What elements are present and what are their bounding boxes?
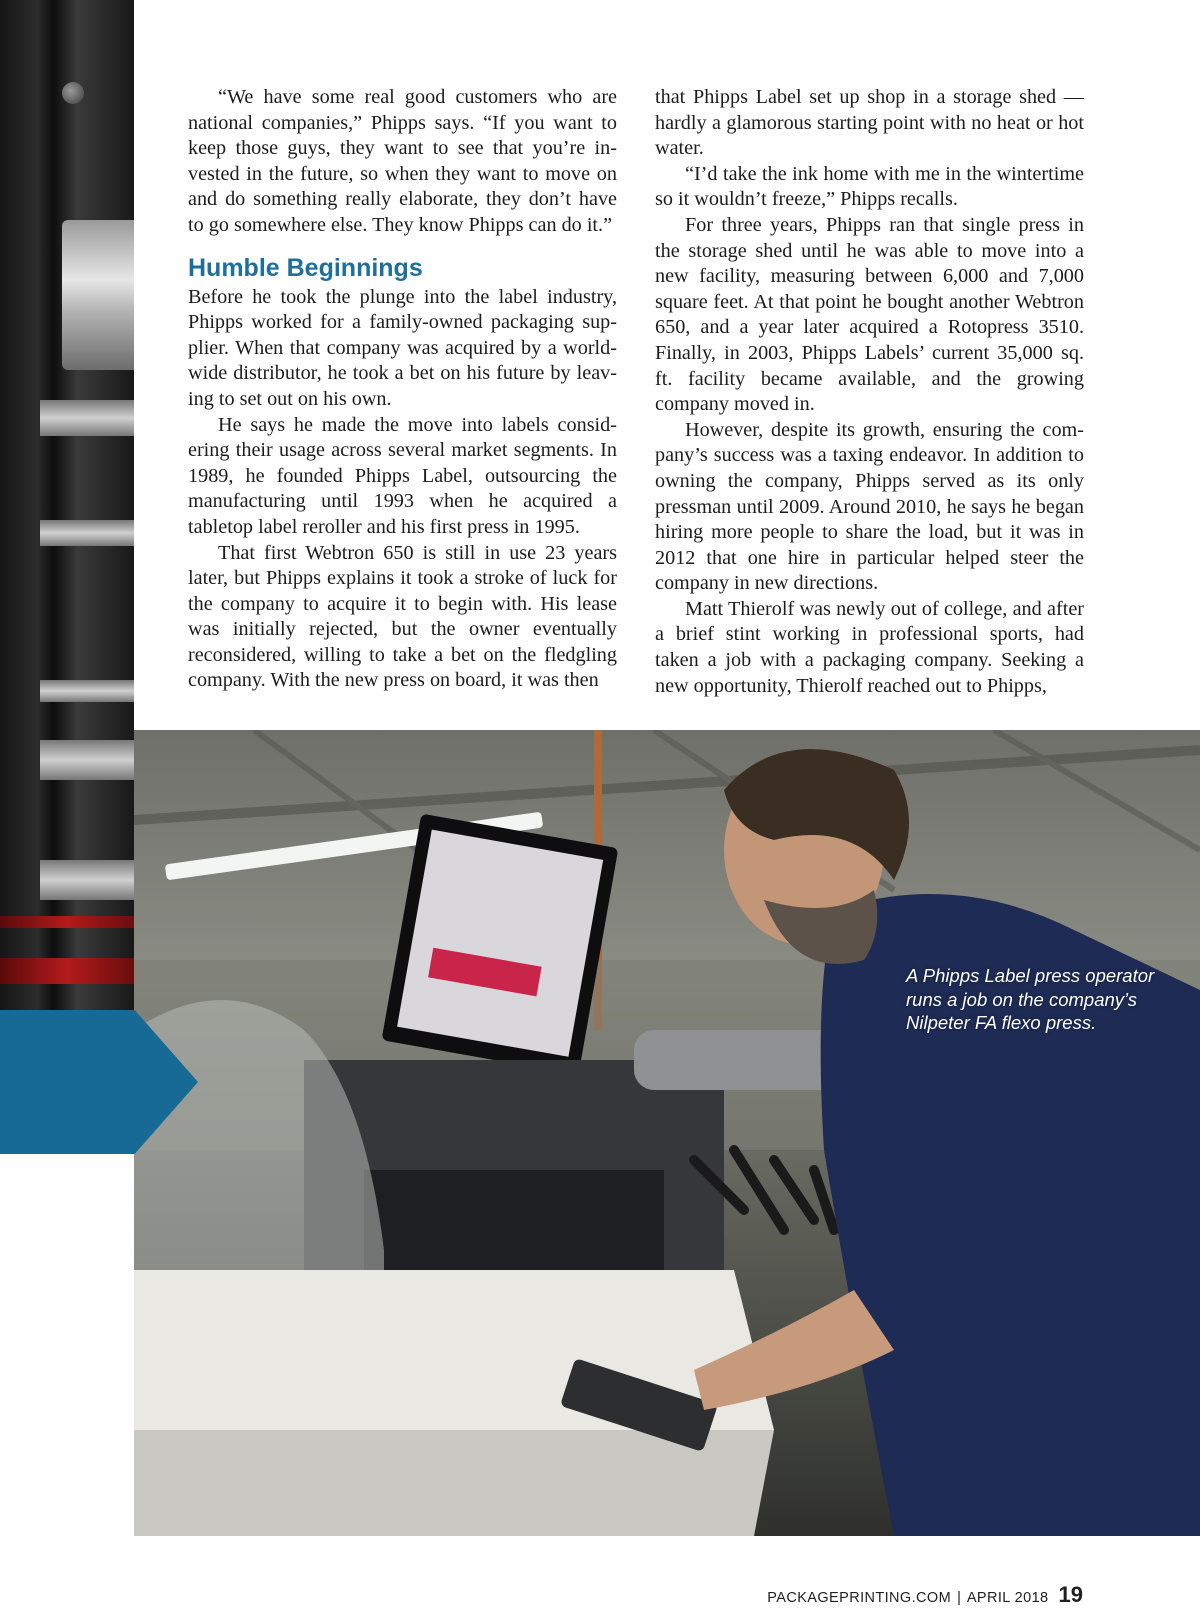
monitor bbox=[381, 814, 618, 1075]
machine-bar bbox=[40, 740, 134, 780]
issue-date: APRIL 2018 bbox=[966, 1590, 1049, 1606]
article-paragraph: Before he took the plunge into the label industry, Phipps worked for a family-owned packaging supplier. When that company was acquired by a worldwide distributor, he took a bet on his future by leaving to set out on his own. bbox=[188, 285, 617, 410]
article-paragraph: “We have some real good customers who are national companies,” Phipps says. “If you want to keep those guys, they want to see that you’re invested in the future, so when they want to move on and do something really elaborate, they don’t have to go somewhere else. They know Phipps can do it.” bbox=[188, 86, 617, 236]
machinery-photo-strip bbox=[0, 0, 134, 1010]
article-paragraph: that Phipps Label set up shop in a storage shed — hardly a glamorous starting point with no heat or hot water. bbox=[655, 86, 1084, 160]
article-paragraph: For three years, Phipps ran that single press in the storage shed until he was able to move into a new facility, measuring between 6,000 and 7,000 square feet. At that point he bought another Webtron 650, and a year later acquired a Rotopress 3510. Finally, in 2003, Phipps Labels’ current 35,000 sq. ft. facility became available, and the growing company moved in. bbox=[655, 213, 1084, 416]
article-paragraph: That first Webtron 650 is still in use 23 years later, but Phipps explains it took a stroke of luck for the company to acquire it to begin with. His lease was initially rejected, but the owner eventually reconsidered, willing to take a bet on the fledgling company. With the new press on board, it was then bbox=[188, 541, 617, 692]
page-footer bbox=[767, 1582, 1083, 1608]
machine-red-stripe bbox=[0, 958, 134, 984]
press-operator-photo bbox=[134, 730, 1200, 1536]
machine-bar bbox=[40, 680, 134, 702]
photo-illustration bbox=[134, 730, 1200, 1536]
page-number: 19 bbox=[1058, 1582, 1083, 1607]
article-paragraph: He says he made the move into labels considering their usage across several market segments. In 1989, he founded Phipps Label, outsourcing the manufacturing until 1993 when he acquired a tabletop label reroller and his first press in 1995. bbox=[188, 413, 617, 538]
section-heading: Humble Beginnings bbox=[188, 253, 423, 282]
article-column-left bbox=[188, 85, 617, 694]
machine-bar bbox=[40, 860, 134, 900]
article-paragraph: However, despite its growth, ensuring the company’s success was a taxing endeavor. In addition to owning the company, Phipps served as its only pressman until 2009. Around 2010, he says he began hiring more people to share the load, but it was in 2012 that one hire in particular helped steer the company in new directions. bbox=[655, 418, 1084, 595]
machine-bar bbox=[40, 400, 134, 436]
publication-url: PACKAGEPRINTING.COM bbox=[767, 1590, 952, 1606]
machine-red-stripe bbox=[0, 916, 134, 928]
article-column-right bbox=[655, 85, 1084, 699]
machine-bar bbox=[40, 520, 134, 546]
machine-knob bbox=[62, 82, 84, 104]
photo-caption: A Phipps Label press operator runs a job on the company’s Nilpeter FA flexo press. bbox=[906, 965, 1155, 1034]
article-paragraph: “I’d take the ink home with me in the wintertime so it wouldn’t freeze,” Phipps recalls. bbox=[655, 162, 1084, 211]
machine-roller bbox=[62, 220, 134, 370]
footer-separator: | bbox=[957, 1590, 961, 1606]
table-front bbox=[134, 1430, 774, 1536]
article-paragraph: Matt Thierolf was newly out of college, and after a brief stint working in professional sports, had taken a job with a packaging company. Seeking a new opportunity, Thierolf reached out to Phipps, bbox=[655, 597, 1084, 697]
